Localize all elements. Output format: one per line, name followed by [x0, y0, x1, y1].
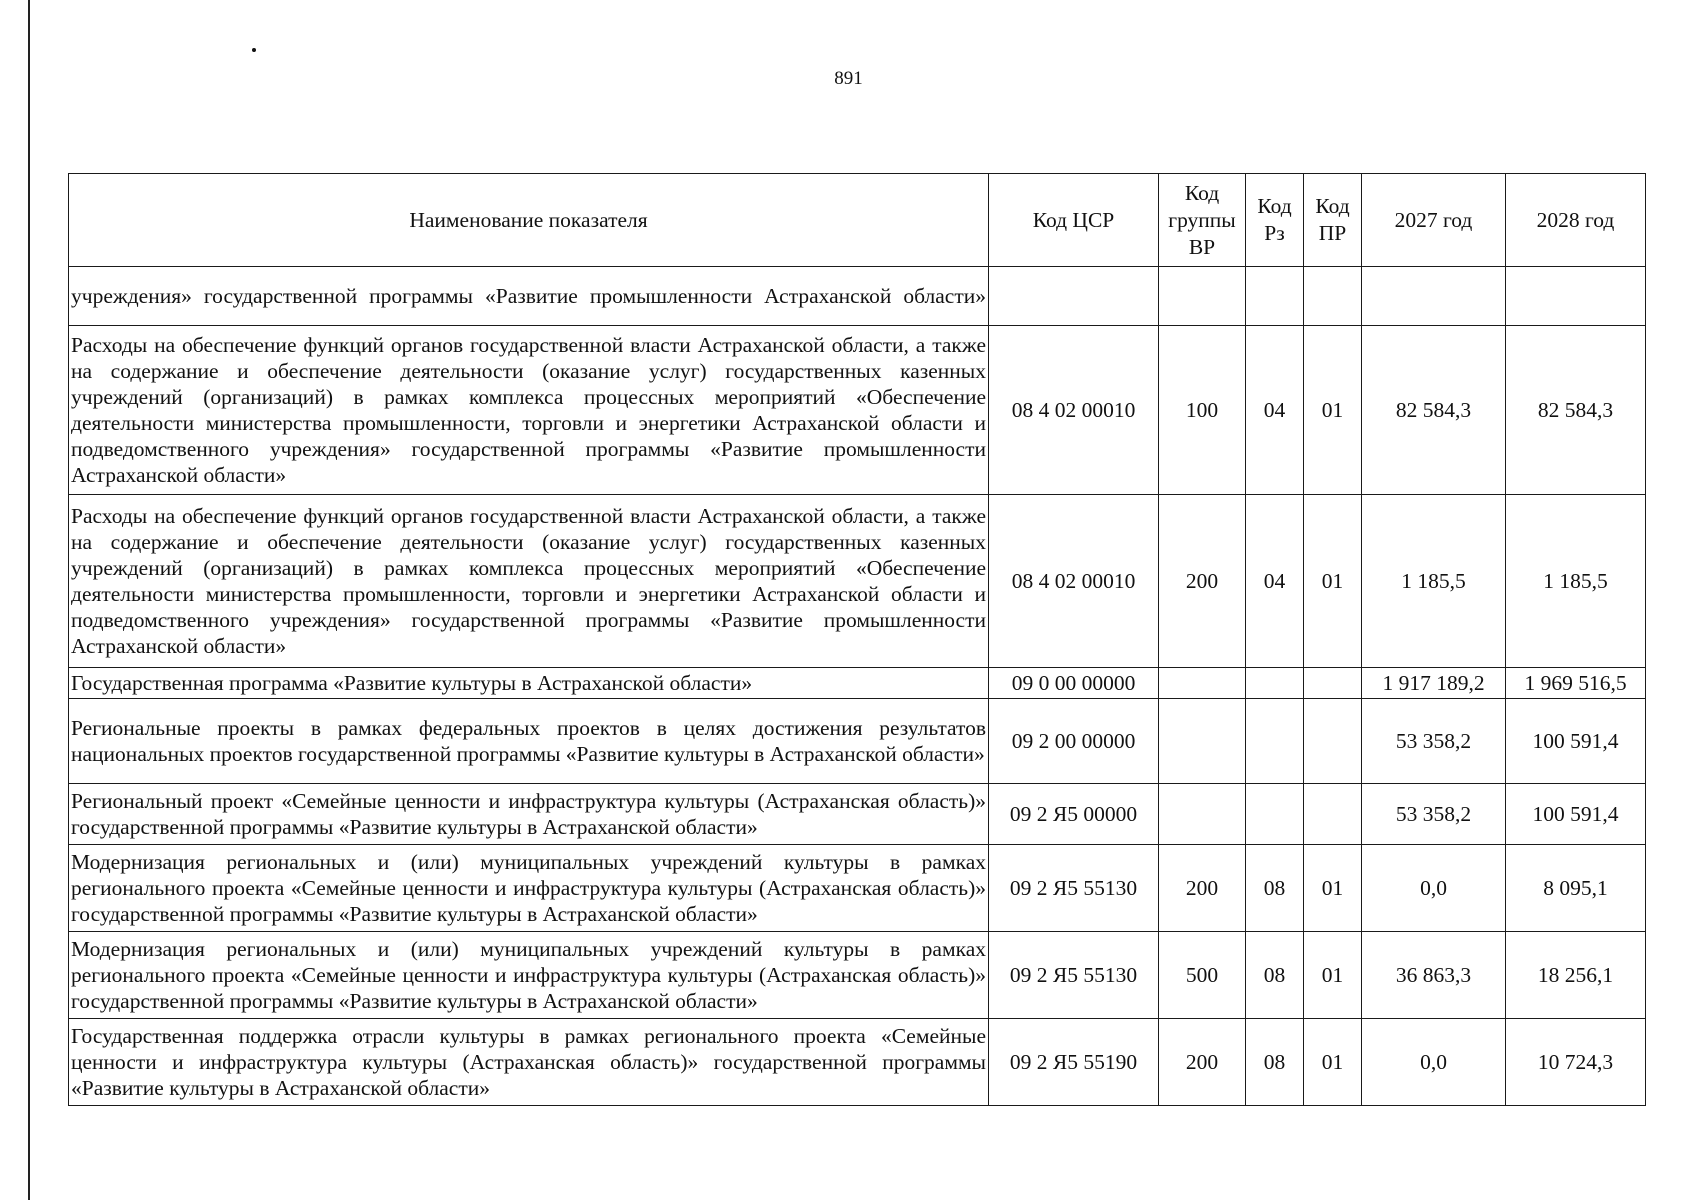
page-edge-line [28, 0, 30, 1200]
table-row [69, 495, 1646, 668]
scan-speck [252, 48, 256, 52]
cell-pr [1304, 668, 1362, 699]
table-row [69, 699, 1646, 784]
cell-2028: 1 185,5 [1506, 495, 1646, 668]
cell-2027: 82 584,3 [1362, 326, 1506, 495]
cell-name: Государственная поддержка отрасли культуры в рамках регионального проекта «Семейные ценности и инфраструктура культуры (Астраханская область)» государственной программы «Развитие культуры в Астраханской области» [69, 1019, 989, 1106]
cell-name: Государственная программа «Развитие культуры в Астраханской области» [69, 668, 989, 699]
cell-rz: 08 [1246, 845, 1304, 932]
budget-table [68, 173, 1646, 1106]
cell-vr [1159, 784, 1246, 845]
table-row [69, 1019, 1646, 1106]
cell-2028: 1 969 516,5 [1506, 668, 1646, 699]
cell-csr: 08 4 02 00010 [989, 326, 1159, 495]
cell-pr: 01 [1304, 1019, 1362, 1106]
cell-name: Региональные проекты в рамках федеральных проектов в целях достижения результатов национальных проектов государственной программы «Развитие культуры в Астраханской области» [69, 699, 989, 784]
cell-2028: 10 724,3 [1506, 1019, 1646, 1106]
cell-vr: 100 [1159, 326, 1246, 495]
cell-2027: 53 358,2 [1362, 784, 1506, 845]
cell-vr [1159, 699, 1246, 784]
cell-2027: 0,0 [1362, 1019, 1506, 1106]
header-2027: 2027 год [1362, 174, 1506, 267]
cell-name: Региональный проект «Семейные ценности и инфраструктура культуры (Астраханская область)» государственной программы «Развитие культуры в Астраханской области» [69, 784, 989, 845]
cell-name: Модернизация региональных и (или) муниципальных учреждений культуры в рамках регионального проекта «Семейные ценности и инфраструктура культуры (Астраханская область)» государственной программы «Развитие культуры в Астраханской области» [69, 845, 989, 932]
cell-rz [1246, 267, 1304, 326]
table-row [69, 932, 1646, 1019]
cell-vr: 500 [1159, 932, 1246, 1019]
cell-csr: 09 2 Я5 55130 [989, 932, 1159, 1019]
cell-2027: 53 358,2 [1362, 699, 1506, 784]
cell-pr: 01 [1304, 495, 1362, 668]
cell-rz [1246, 668, 1304, 699]
cell-vr: 200 [1159, 1019, 1246, 1106]
cell-2028: 18 256,1 [1506, 932, 1646, 1019]
table-row [69, 784, 1646, 845]
cell-2028: 82 584,3 [1506, 326, 1646, 495]
header-vr: Код группы ВР [1159, 174, 1246, 267]
table-row [69, 267, 1646, 326]
header-pr: Код ПР [1304, 174, 1362, 267]
cell-vr: 200 [1159, 845, 1246, 932]
cell-csr: 09 2 00 00000 [989, 699, 1159, 784]
cell-pr: 01 [1304, 326, 1362, 495]
cell-2027: 0,0 [1362, 845, 1506, 932]
cell-pr [1304, 699, 1362, 784]
cell-csr: 09 2 Я5 00000 [989, 784, 1159, 845]
table-row [69, 845, 1646, 932]
cell-rz [1246, 699, 1304, 784]
cell-rz: 08 [1246, 1019, 1304, 1106]
cell-2028: 8 095,1 [1506, 845, 1646, 932]
cell-csr: 09 2 Я5 55130 [989, 845, 1159, 932]
cell-pr [1304, 784, 1362, 845]
cell-vr: 200 [1159, 495, 1246, 668]
cell-2027: 36 863,3 [1362, 932, 1506, 1019]
cell-name: учреждения» государственной программы «Развитие промышленности Астраханской области» [69, 267, 989, 326]
table-row [69, 668, 1646, 699]
header-2028: 2028 год [1506, 174, 1646, 267]
cell-rz: 04 [1246, 326, 1304, 495]
cell-2028: 100 591,4 [1506, 784, 1646, 845]
cell-name: Расходы на обеспечение функций органов государственной власти Астраханской области, а также на содержание и обеспечение деятельности (оказание услуг) государственных казенных учреждений (организаций) в рамках комплекса процессных мероприятий «Обеспечение деятельности министерства промышленности, торговли и энергетики Астраханской области и подведомственного учреждения» государственной программы «Развитие промышленности Астраханской области» [69, 326, 989, 495]
header-csr: Код ЦСР [989, 174, 1159, 267]
cell-rz: 04 [1246, 495, 1304, 668]
cell-csr: 09 0 00 00000 [989, 668, 1159, 699]
cell-2027 [1362, 267, 1506, 326]
cell-csr [989, 267, 1159, 326]
cell-pr: 01 [1304, 845, 1362, 932]
cell-csr: 09 2 Я5 55190 [989, 1019, 1159, 1106]
cell-pr: 01 [1304, 932, 1362, 1019]
cell-name: Модернизация региональных и (или) муниципальных учреждений культуры в рамках регионального проекта «Семейные ценности и инфраструктура культуры (Астраханская область)» государственной программы «Развитие культуры в Астраханской области» [69, 932, 989, 1019]
header-name: Наименование показателя [69, 174, 989, 267]
cell-2028: 100 591,4 [1506, 699, 1646, 784]
cell-rz [1246, 784, 1304, 845]
table-row [69, 326, 1646, 495]
cell-2027: 1 917 189,2 [1362, 668, 1506, 699]
cell-rz: 08 [1246, 932, 1304, 1019]
cell-vr [1159, 668, 1246, 699]
cell-vr [1159, 267, 1246, 326]
page-number: 891 [834, 68, 863, 89]
header-rz: Код Рз [1246, 174, 1304, 267]
cell-2028 [1506, 267, 1646, 326]
table-header-row [69, 174, 1646, 267]
cell-pr [1304, 267, 1362, 326]
cell-name: Расходы на обеспечение функций органов государственной власти Астраханской области, а также на содержание и обеспечение деятельности (оказание услуг) государственных казенных учреждений (организаций) в рамках комплекса процессных мероприятий «Обеспечение деятельности министерства промышленности, торговли и энергетики Астраханской области и подведомственного учреждения» государственной программы «Развитие промышленности Астраханской области» [69, 495, 989, 668]
cell-csr: 08 4 02 00010 [989, 495, 1159, 668]
cell-2027: 1 185,5 [1362, 495, 1506, 668]
